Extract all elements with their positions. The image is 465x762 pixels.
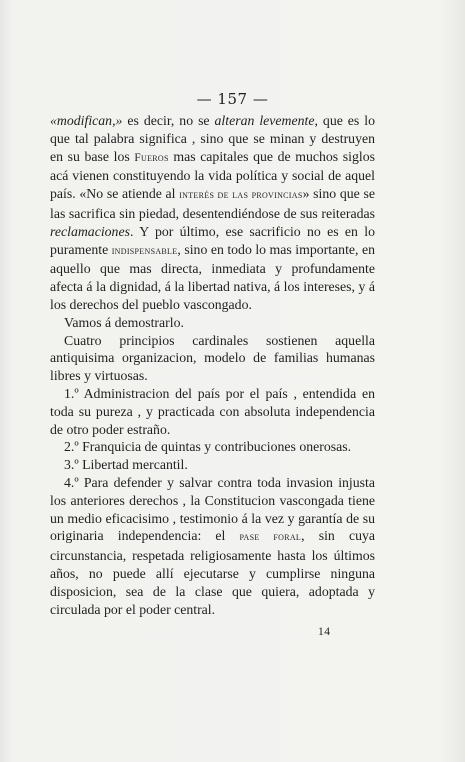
text-segment: » sino que se las sacrifica sin piedad, desentendiéndose de sus reiteradas bbox=[50, 186, 375, 221]
list-item bbox=[50, 474, 375, 618]
body-text bbox=[50, 112, 375, 618]
text-segment: , sino en todo lo mas importante, en aquello que mas directa, inmediata y profundamente afecta á la dignidad, á la libertad nativa, á los intereses, y á los derechos del pueblo vascongado. bbox=[50, 241, 375, 312]
text-segment: , sin cuya circunstancia, respetada religiosamente hasta los últimos años, no puede allí ejecutarse y cumplirse ninguna disposicion, sea de la clase que quiera, adoptada y circulada por el poder central. bbox=[50, 528, 375, 617]
text-segment: mas capitales que de muchos siglos acá vienen constituyendo la vida política y social de aquel país. «No se atiende al bbox=[50, 148, 376, 202]
text-segment: pase foral bbox=[239, 531, 302, 544]
paragraph bbox=[50, 112, 375, 314]
paragraph bbox=[50, 314, 375, 332]
text-segment: 3.º Libertad mercantil. bbox=[64, 457, 188, 473]
paragraph bbox=[50, 332, 375, 385]
list-item bbox=[50, 456, 375, 474]
list-item bbox=[50, 385, 375, 438]
text-segment: Cuatro principios cardinales sostienen aquella antiquisima organizacion, modelo de familias humanas libres y virtuosas. bbox=[50, 332, 375, 384]
text-segment: Vamos á demostrarlo. bbox=[64, 314, 184, 330]
text-segment: es decir, no se bbox=[122, 113, 215, 128]
text-segment: 4.º Para defender y salvar contra toda invasion injusta los anteriores derechos , la Constitucion vascongada tiene un medio eficacisimo , testimonio á la vez y garantía de su originaria independencia: el bbox=[50, 474, 375, 544]
text-segment: . Y por último, ese sacrificio no es en lo puramente bbox=[50, 223, 375, 257]
text-segment: , que es lo que tal palabra significa , sino que se minan y destruyen en su base los bbox=[50, 113, 375, 164]
text-segment: 1.º Administracion del país por el país , entendida en toda su pureza , y practicada con absoluta independencia de otro poder estraño. bbox=[50, 385, 375, 437]
text-segment: «modifican,» bbox=[50, 113, 123, 128]
text-segment: 2.º Franquicia de quintas y contribuciones onerosas. bbox=[64, 439, 352, 455]
text-segment: alteran levemente bbox=[214, 113, 315, 128]
text-segment: interés de las provincias bbox=[179, 189, 303, 202]
page-number: — 157 — bbox=[196, 90, 269, 108]
signature-mark: 14 bbox=[318, 626, 331, 638]
list-item bbox=[50, 438, 375, 456]
text-segment: Fueros bbox=[134, 151, 169, 164]
text-segment: indispensable bbox=[111, 244, 178, 257]
text-segment: reclamaciones bbox=[50, 223, 130, 239]
